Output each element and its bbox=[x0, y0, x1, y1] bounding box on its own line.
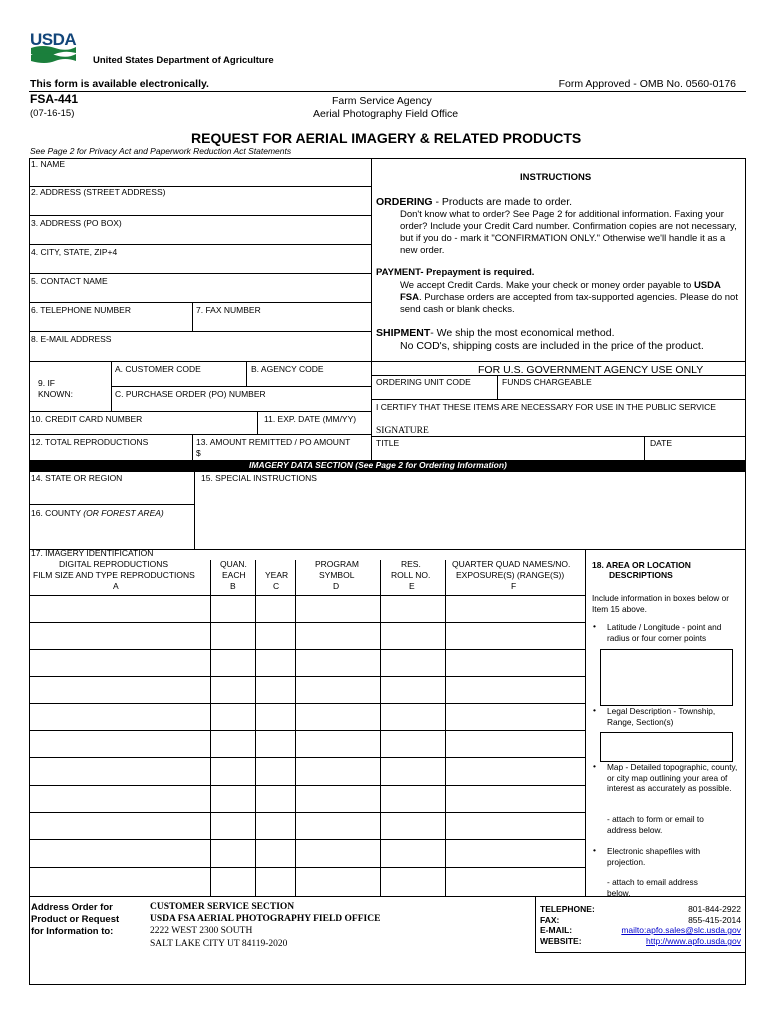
county-label-italic: (OR FOREST AREA) bbox=[83, 508, 164, 518]
payment-body-2: . Purchase orders are accepted from tax-supported agencies. Please do not send cash or blank checks. bbox=[400, 292, 738, 315]
imagery-identification-label: 17. IMAGERY IDENTIFICATION bbox=[31, 548, 154, 558]
apfo-office-name: USDA FSA AERIAL PHOTOGRAPHY FIELD OFFICE bbox=[150, 914, 381, 924]
bullet-dot: • bbox=[593, 761, 596, 771]
email-label: 8. E-MAIL ADDRESS bbox=[31, 334, 112, 344]
shipment-line bbox=[376, 327, 615, 339]
name-field[interactable] bbox=[29, 158, 371, 186]
col-d-header-1: PROGRAM bbox=[315, 559, 359, 569]
address-street-label: 2. ADDRESS (STREET ADDRESS) bbox=[31, 187, 166, 197]
ordering-body: Don't know what to order? See Page 2 for additional information. Faxing your order? Include your Credit Card number. Confirmation copies are not necessary, but if you do - mark it "CONFIRMATION ONLY." Otherwise we'll handle it as a new order. bbox=[400, 209, 737, 256]
table-row[interactable] bbox=[29, 595, 585, 622]
area-bullet-legal: Legal Description - Township, Range, Section(s) bbox=[607, 706, 716, 727]
table-row[interactable] bbox=[29, 785, 585, 812]
telephone-label-footer: TELEPHONE: bbox=[540, 904, 595, 914]
col-d-header-3: D bbox=[333, 581, 340, 591]
privacy-note: See Page 2 for Privacy Act and Paperwork Reduction Act Statements bbox=[30, 146, 292, 156]
title-label: TITLE bbox=[376, 438, 400, 448]
col-e-header-2: ROLL NO. bbox=[391, 570, 431, 580]
col-f-header-1: QUARTER QUAD NAMES/NO. bbox=[452, 559, 571, 569]
table-row[interactable] bbox=[29, 730, 585, 757]
ordering-label: ORDERING bbox=[376, 196, 433, 208]
funds-chargeable-label: FUNDS CHARGEABLE bbox=[502, 377, 592, 387]
latlong-input-box[interactable] bbox=[600, 649, 733, 706]
available-electronically: This form is available electronically. bbox=[30, 78, 209, 90]
legal-description-input-box[interactable] bbox=[600, 732, 733, 762]
grid-line bbox=[29, 504, 194, 505]
col-a-header-2: FILM SIZE AND TYPE REPRODUCTIONS bbox=[33, 570, 195, 580]
col-e-header-3: E bbox=[409, 581, 415, 591]
table-row[interactable] bbox=[29, 839, 585, 867]
grid-line bbox=[29, 984, 746, 985]
payment-label: PAYMENT- Prepayment is required. bbox=[376, 267, 535, 278]
department-name: United States Department of Agriculture bbox=[93, 55, 274, 66]
col-f-header-3: F bbox=[511, 581, 517, 591]
address-order-label-2: Product or Request bbox=[31, 914, 120, 925]
col-e-header-1: RES. bbox=[401, 559, 421, 569]
table-row[interactable] bbox=[29, 649, 585, 676]
po-number-label: C. PURCHASE ORDER (PO) NUMBER bbox=[115, 389, 266, 399]
table-row[interactable] bbox=[29, 757, 585, 785]
address-order-label-1: Address Order for bbox=[31, 902, 113, 913]
col-b-header-3: B bbox=[230, 581, 236, 591]
shipment-body: No COD's, shipping costs are included in the price of the product. bbox=[400, 340, 704, 352]
total-reproductions-label: 12. TOTAL REPRODUCTIONS bbox=[31, 437, 149, 447]
exp-date-label: 11. EXP. DATE (MM/YY) bbox=[264, 414, 357, 424]
shipment-intro: - We ship the most economical method. bbox=[430, 327, 615, 339]
ordering-unit-label: ORDERING UNIT CODE bbox=[376, 377, 471, 387]
street-address: 2222 WEST 2300 SOUTH bbox=[150, 926, 253, 936]
agency-code-label: B. AGENCY CODE bbox=[251, 364, 324, 374]
grid-line bbox=[745, 158, 746, 984]
col-a-header-3: A bbox=[113, 581, 119, 591]
signature-label: SIGNATURE bbox=[376, 426, 429, 436]
fax-label-footer: FAX: bbox=[540, 915, 560, 925]
customer-code-label: A. CUSTOMER CODE bbox=[115, 364, 201, 374]
grid-line bbox=[371, 399, 746, 400]
website-link[interactable]: http://www.apfo.usda.gov bbox=[646, 936, 741, 946]
imagery-section-title: IMAGERY DATA SECTION (See Page 2 for Ordering Information) bbox=[249, 460, 507, 470]
area-attach-email: - attach to email address below. bbox=[607, 877, 698, 898]
payment-body-1: We accept Credit Cards. Make your check or money order payable to bbox=[400, 280, 692, 291]
table-row[interactable] bbox=[29, 676, 585, 703]
col-b-header-1: QUAN. bbox=[220, 559, 247, 569]
grid-line bbox=[535, 952, 746, 953]
grid-line bbox=[535, 896, 536, 952]
email-link[interactable]: mailto:apfo.sales@slc.usda.gov bbox=[621, 925, 741, 935]
bullet-dot: • bbox=[593, 621, 596, 631]
payment-body bbox=[400, 280, 740, 316]
city-address: SALT LAKE CITY UT 84119-2020 bbox=[150, 939, 288, 949]
table-row[interactable] bbox=[29, 622, 585, 649]
col-f-header-2: EXPOSURE(S) (RANGE(S)) bbox=[456, 570, 565, 580]
date-label: DATE bbox=[650, 438, 673, 448]
contact-name-label: 5. CONTACT NAME bbox=[31, 276, 108, 286]
area-attach-form: - attach to form or email to address below. bbox=[607, 814, 704, 835]
special-instructions-label: 15. SPECIAL INSTRUCTIONS bbox=[201, 473, 317, 483]
address-order-label-3: for Information to: bbox=[31, 926, 114, 937]
address-po-label: 3. ADDRESS (PO BOX) bbox=[31, 218, 122, 228]
customer-service-section: CUSTOMER SERVICE SECTION bbox=[150, 902, 295, 912]
county-label-text: 16. COUNTY bbox=[31, 508, 81, 518]
area-bullet-map: Map - Detailed topographic, county, or city map outlining your area of interest as accurately as possible. bbox=[607, 762, 738, 793]
ordering-intro: - Products are made to order. bbox=[432, 196, 573, 208]
city-state-zip-label: 4. CITY, STATE, ZIP+4 bbox=[31, 247, 118, 257]
col-a-header-1: DIGITAL REPRODUCTIONS bbox=[59, 559, 169, 569]
website-label-footer: WEBSITE: bbox=[540, 936, 582, 946]
fax-value: 855-415-2014 bbox=[688, 915, 741, 925]
form-title: REQUEST FOR AERIAL IMAGERY & RELATED PRODUCTS bbox=[191, 130, 582, 146]
area-heading-1: 18. AREA OR LOCATION bbox=[592, 560, 691, 570]
col-c-header-1: YEAR bbox=[265, 570, 289, 580]
name-label: 1. NAME bbox=[31, 159, 66, 169]
table-row[interactable] bbox=[29, 703, 585, 730]
usda-logo-text: USDA bbox=[30, 30, 77, 49]
title-field[interactable] bbox=[371, 436, 644, 460]
instructions-heading: INSTRUCTIONS bbox=[520, 172, 592, 183]
shipment-label: SHIPMENT bbox=[376, 327, 431, 339]
office-name: Aerial Photography Field Office bbox=[313, 108, 459, 120]
table-row[interactable] bbox=[29, 867, 585, 896]
fax-label: 7. FAX NUMBER bbox=[196, 305, 261, 315]
area-heading-2: DESCRIPTIONS bbox=[609, 570, 673, 580]
if-known-label-1: 9. IF bbox=[38, 378, 56, 388]
email-label-footer: E-MAIL: bbox=[540, 925, 573, 935]
grid-line bbox=[585, 549, 586, 896]
header-rule bbox=[29, 91, 746, 92]
area-intro: Include information in boxes below or Item 15 above. bbox=[592, 593, 729, 614]
telephone-label: 6. TELEPHONE NUMBER bbox=[31, 305, 131, 315]
grid-line bbox=[29, 896, 746, 897]
col-c-header-2: C bbox=[273, 581, 280, 591]
amount-label: 13. AMOUNT REMITTED / PO AMOUNT bbox=[196, 437, 351, 447]
ordering-line bbox=[376, 196, 572, 208]
form-number: FSA-441 bbox=[30, 92, 79, 106]
dollar-sign: $ bbox=[196, 448, 201, 458]
state-region-label: 14. STATE OR REGION bbox=[31, 473, 123, 483]
telephone-value: 801-844-2922 bbox=[688, 904, 741, 914]
form-date: (07-16-15) bbox=[30, 108, 75, 119]
credit-card-label: 10. CREDIT CARD NUMBER bbox=[31, 414, 143, 424]
col-d-header-2: SYMBOL bbox=[319, 570, 355, 580]
county-label bbox=[31, 509, 164, 519]
area-bullet-shapefiles: Electronic shapefiles with projection. bbox=[607, 846, 701, 867]
payment-usda-fsa: USDA FSA bbox=[400, 280, 721, 303]
col-b-header-2: EACH bbox=[222, 570, 246, 580]
certify-statement: I CERTIFY THAT THESE ITEMS ARE NECESSARY FOR USE IN THE PUBLIC SERVICE bbox=[376, 402, 716, 412]
if-known-label-2: KNOWN: bbox=[38, 389, 73, 399]
gov-use-heading: FOR U.S. GOVERNMENT AGENCY USE ONLY bbox=[478, 364, 704, 376]
grid-line bbox=[371, 361, 746, 362]
omb-number: Form Approved - OMB No. 0560-0176 bbox=[558, 78, 736, 90]
bullet-dot: • bbox=[593, 705, 596, 715]
table-row[interactable] bbox=[29, 812, 585, 839]
area-bullet-latlong: Latitude / Longitude - point and radius or four corner points bbox=[607, 622, 722, 643]
usda-logo bbox=[29, 30, 77, 68]
agency-name: Farm Service Agency bbox=[332, 95, 432, 107]
bullet-dot: • bbox=[593, 845, 596, 855]
